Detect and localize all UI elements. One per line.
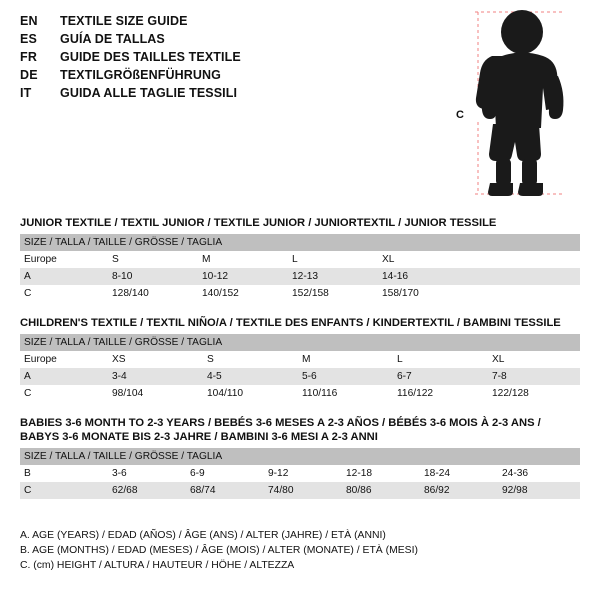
row-label: Europe <box>24 354 57 365</box>
cell: 18-24 <box>424 468 451 479</box>
cell: S <box>207 354 214 365</box>
cell: 92/98 <box>500 482 580 499</box>
cell: 9-12 <box>268 468 289 479</box>
cell: L <box>397 354 403 365</box>
cell: 86/92 <box>422 482 500 499</box>
cell: 122/128 <box>492 388 529 399</box>
cell: 6-9 <box>190 468 205 479</box>
row-label: C <box>20 482 110 499</box>
language-code: IT <box>20 86 32 100</box>
cell-empty <box>470 285 580 302</box>
cell: 8-10 <box>110 268 200 285</box>
table-row <box>20 368 580 385</box>
legend-line-height: C. (cm) HEIGHT / ALTURA / HAUTEUR / HÖHE / ALTEZZA <box>20 560 295 571</box>
cell: 116/122 <box>397 388 434 399</box>
cell: 98/104 <box>112 388 144 399</box>
cell: M <box>302 354 311 365</box>
table-row <box>20 285 580 302</box>
table-header-row <box>20 334 580 351</box>
legend-line-age-months: B. AGE (MONTHS) / EDAD (MESES) / ÂGE (MOIS) / ALTER (MONATE) / ETÀ (MESI) <box>20 545 418 556</box>
cell: 110/116 <box>302 388 338 399</box>
row-label: B <box>24 468 31 479</box>
language-row <box>20 50 440 68</box>
cell: 3-6 <box>112 468 127 479</box>
legend-block <box>20 528 580 573</box>
table-row <box>20 482 580 499</box>
children-textile-section <box>20 316 580 402</box>
toddler-silhouette-icon <box>440 4 590 199</box>
cell: 80/86 <box>344 482 422 499</box>
babies-textile-section <box>20 416 580 499</box>
cell: 104/110 <box>207 388 244 399</box>
cell: 10-12 <box>200 268 290 285</box>
language-row <box>20 68 440 86</box>
section-title: JUNIOR TEXTILE / TEXTIL JUNIOR / TEXTILE JUNIOR / JUNIORTEXTIL / JUNIOR TESSILE <box>20 217 497 229</box>
cell: 24-36 <box>502 468 529 479</box>
cell: 14-16 <box>380 268 470 285</box>
row-label: A <box>20 368 110 385</box>
cell: M <box>202 254 211 265</box>
cell: 158/170 <box>382 288 419 299</box>
junior-textile-section <box>20 216 580 302</box>
language-title: GUIDA ALLE TAGLIE TESSILI <box>60 86 238 100</box>
cell-empty <box>470 268 580 285</box>
cell: 3-4 <box>110 368 205 385</box>
language-title: GUÍA DE TALLAS <box>60 32 165 46</box>
language-code: EN <box>20 14 38 28</box>
cell: XL <box>492 354 505 365</box>
table-header-row <box>20 234 580 251</box>
table-header-cell: SIZE / TALLA / TAILLE / GRÖSSE / TAGLIA <box>20 334 580 351</box>
junior-size-table <box>20 234 580 302</box>
language-code: ES <box>20 32 38 46</box>
language-title: GUIDE DES TAILLES TEXTILE <box>60 50 241 64</box>
babies-size-table <box>20 448 580 499</box>
cell: 68/74 <box>188 482 266 499</box>
height-measure-label: C <box>456 109 464 121</box>
cell: 7-8 <box>490 368 580 385</box>
measurement-figure <box>440 4 590 199</box>
section-title: CHILDREN'S TEXTILE / TEXTIL NIÑO/A / TEXTILE DES ENFANTS / KINDERTEXTIL / BAMBINI TESSILE <box>20 317 561 329</box>
language-title: TEXTILGRÖßENFÜHRUNG <box>60 68 221 82</box>
row-label: C <box>24 388 32 399</box>
language-code: FR <box>20 50 38 64</box>
language-row <box>20 86 440 104</box>
cell: 12-13 <box>290 268 380 285</box>
table-header-cell: SIZE / TALLA / TAILLE / GRÖSSE / TAGLIA <box>20 448 580 465</box>
table-row <box>20 465 580 482</box>
table-header-row <box>20 448 580 465</box>
table-header-cell: SIZE / TALLA / TAILLE / GRÖSSE / TAGLIA <box>20 234 580 251</box>
cell: 4-5 <box>205 368 300 385</box>
cell: 74/80 <box>266 482 344 499</box>
row-label: Europe <box>24 254 57 265</box>
cell: 128/140 <box>112 288 149 299</box>
row-label: C <box>24 288 32 299</box>
cell: 140/152 <box>202 288 239 299</box>
language-row <box>20 32 440 50</box>
cell: 5-6 <box>300 368 395 385</box>
cell: 6-7 <box>395 368 490 385</box>
cell: S <box>112 254 119 265</box>
table-row <box>20 251 580 268</box>
children-size-table <box>20 334 580 402</box>
legend-line-age-years: A. AGE (YEARS) / EDAD (AÑOS) / ÂGE (ANS) / ALTER (JAHRE) / ETÀ (ANNI) <box>20 530 386 541</box>
language-title-block <box>20 14 440 104</box>
cell: 12-18 <box>346 468 373 479</box>
row-label: A <box>20 268 110 285</box>
language-code: DE <box>20 68 38 82</box>
language-title: TEXTILE SIZE GUIDE <box>60 14 188 28</box>
table-row <box>20 268 580 285</box>
cell-empty <box>470 251 580 268</box>
table-row <box>20 385 580 402</box>
cell: 62/68 <box>110 482 188 499</box>
table-row <box>20 351 580 368</box>
cell: XS <box>112 354 126 365</box>
section-title: BABIES 3-6 MONTH TO 2-3 YEARS / BEBÉS 3-6 MESES A 2-3 AÑOS / BÉBÉS 3-6 MOIS À 2-3 ANS / BABYS 3-6 MONATE BIS 2-3 JAHRE / BAMBINI 3-6 MESI A 2-3 ANNI <box>20 417 541 443</box>
cell: XL <box>382 254 395 265</box>
language-row <box>20 14 440 32</box>
cell: 152/158 <box>292 288 329 299</box>
cell: L <box>292 254 298 265</box>
